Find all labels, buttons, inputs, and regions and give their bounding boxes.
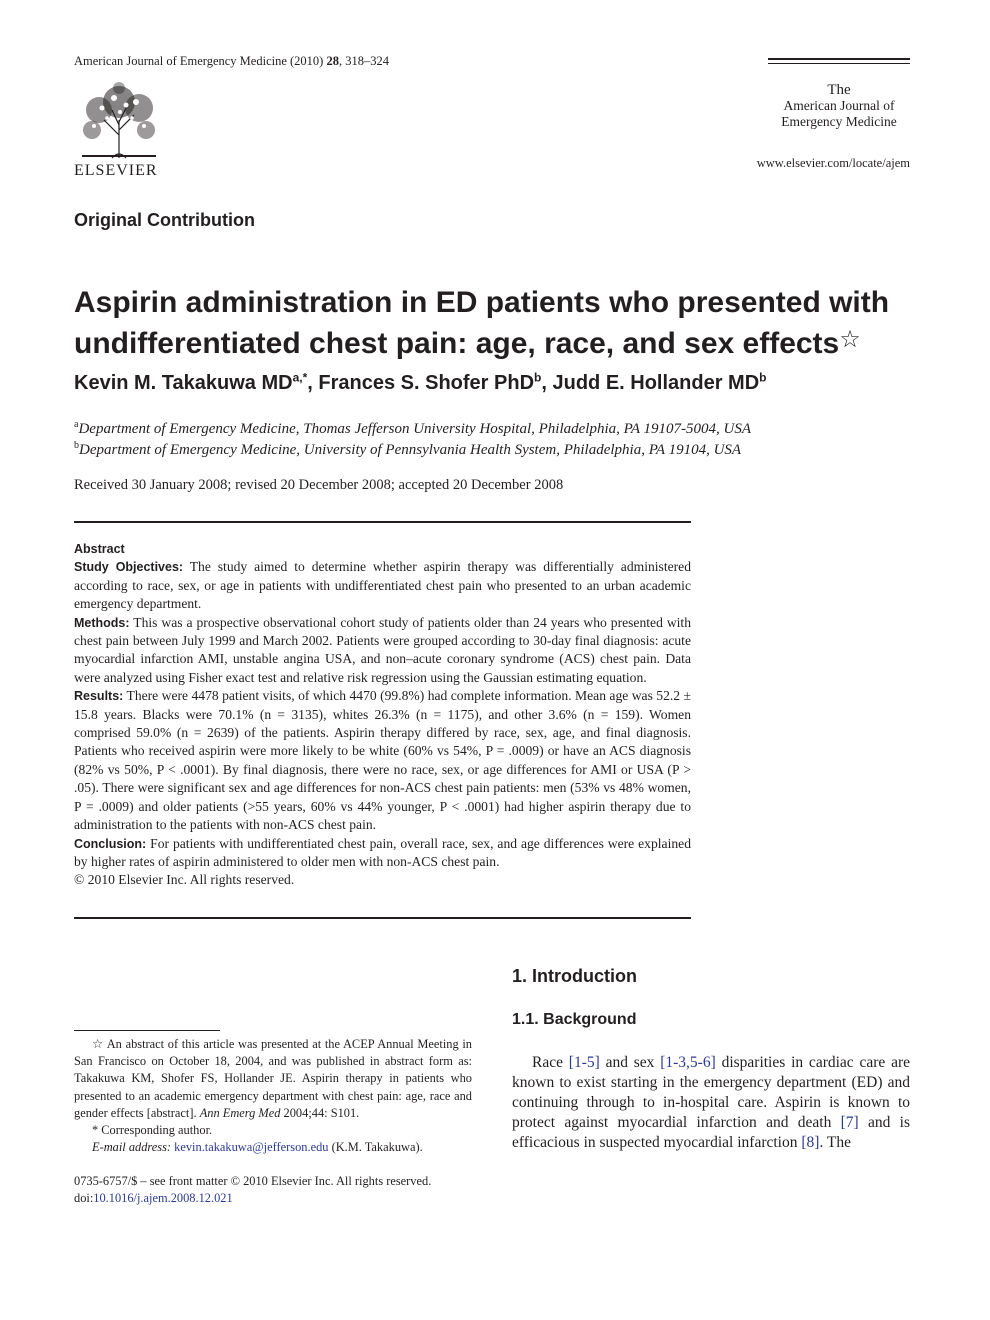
abstract-heading: Abstract: [74, 542, 125, 556]
author: [74, 372, 318, 394]
article-type: Original Contribution: [74, 210, 255, 230]
text-run: Race: [532, 1054, 569, 1071]
article-metadata: [74, 1173, 431, 1207]
abstract-text: For patients with undifferentiated chest pain, overall race, sex, and age differences were explained by higher rates of aspirin administered to older men with non-ACS chest pain.: [74, 835, 691, 869]
issn-line: 0735-6757/$ – see front matter © 2010 Elsevier Inc. All rights reserved.: [74, 1174, 432, 1188]
abstract-copyright: © 2010 Elsevier Inc. All rights reserved.: [74, 872, 295, 888]
reference-link[interactable]: [7]: [840, 1114, 859, 1131]
abstract-methods: [74, 614, 691, 688]
reference-link[interactable]: [1-5]: [568, 1054, 600, 1071]
abstract-objectives: [74, 558, 691, 613]
abstract-text: The study aimed to determine whether aspirin therapy was differentially administered according to race, sex, or age in patients with undifferentiated chest pain who presented to an urban academic emergency department.: [74, 559, 692, 612]
citation-journal: American Journal of Emergency Medicine (2010): [74, 54, 327, 68]
abstract-rule-top: [74, 521, 691, 523]
abstract-label: Conclusion:: [74, 836, 147, 851]
text-run: . The: [819, 1134, 852, 1151]
subsection-heading: 1.1. Background: [512, 1011, 637, 1028]
abstract-label: Results:: [74, 689, 124, 704]
citation-volume: 28: [326, 54, 339, 68]
journal-url[interactable]: www.elsevier.com/locate/ajem: [756, 156, 910, 170]
section-heading: 1. Introduction: [512, 966, 637, 986]
corresponding-author-note: * Corresponding author.: [92, 1123, 213, 1138]
text-run: and is efficacious in suspected myocardial infarction: [512, 1114, 911, 1151]
elsevier-logo: [74, 80, 164, 180]
masthead-rule-thin: [768, 63, 910, 64]
author-name: Judd E. Hollander MD: [552, 371, 760, 394]
abstract-rule-bottom: [74, 917, 691, 919]
author-affil-sup[interactable]: b: [534, 370, 542, 384]
citation-pages: , 318–324: [338, 54, 389, 68]
footnote-rule: [74, 1030, 220, 1031]
masthead-rule: [768, 58, 910, 60]
author-list: [74, 370, 767, 395]
journal-masthead: [768, 58, 910, 130]
affiliation-text: Department of Emergency Medicine, University of Pennsylvania Health System, Philadelphia, PA 19104, USA: [79, 442, 742, 458]
author-affil-sup[interactable]: b: [759, 370, 767, 384]
affiliation: [74, 440, 741, 459]
abstract-label: Methods:: [74, 615, 130, 630]
abstract-label: Study Objectives:: [74, 560, 184, 575]
affiliation-sup: a: [74, 419, 79, 430]
affiliation-sup: b: [74, 440, 79, 451]
article-title-text: Aspirin administration in ED patients who presented with undifferentiated chest pain: age, race, and sex effects: [74, 286, 890, 360]
elsevier-wordmark: ELSEVIER: [74, 162, 158, 179]
title-footnote-star-icon[interactable]: ☆: [839, 326, 861, 353]
footnote-text: An abstract of this article was presented at the ACEP Annual Meeting in San Francisco on October 18, 2004, and was published in abstract form as: Takakuwa KM, Shofer FS, Hollander JE. Aspirin therapy in patients who presented to an academic emergency department with chest pain: age, race and gender effects [abstract].: [74, 1037, 473, 1120]
title-footnote: [74, 1036, 472, 1122]
journal-name-line2: Emergency Medicine: [781, 114, 897, 129]
reference-link[interactable]: [8]: [801, 1134, 820, 1151]
text-run: disparities in cardiac care are known to exist starting in the emergency department (ED) and continuing through to in-hospital care. Aspirin is known to protect against myocardial infarction and death: [512, 1054, 910, 1131]
elsevier-tree-icon: [74, 80, 164, 160]
email-link[interactable]: kevin.takakuwa@jefferson.edu: [174, 1140, 329, 1155]
abstract-conclusion: [74, 835, 691, 872]
body-text: [512, 1053, 910, 1153]
journal-name: [768, 82, 910, 130]
author-affil-sup[interactable]: a,*: [292, 370, 308, 384]
author-separator: ,: [307, 371, 319, 394]
affiliation: [74, 419, 751, 438]
author-name: Frances S. Shofer PhD: [318, 371, 535, 394]
journal-name-the: The: [827, 82, 851, 98]
author: [552, 372, 766, 394]
email-note: [74, 1139, 472, 1156]
abstract-results: [74, 687, 691, 834]
abstract-text: This was a prospective observational cohort study of patients older than 24 years who presented with chest pain between July 1999 and March 2002. Patients were grouped according to 30-day final diagnosis: acute myocardial infarction AMI, unstable angina USA, and non–acute coronary syndrome (ACS) chest pain. Data were analyzed using Fisher exact test and relative risk regression using the Gaussian estimating equation.: [74, 614, 691, 685]
affiliation-text: Department of Emergency Medicine, Thomas Jefferson University Hospital, Philadelphia, PA 19107-5004, USA: [78, 421, 751, 437]
footnotes: [74, 1036, 472, 1156]
journal-citation: [74, 54, 389, 69]
reference-link[interactable]: [1-3,5-6]: [660, 1054, 716, 1071]
footnote-star-icon: ☆: [92, 1037, 104, 1051]
abstract-text: There were 4478 patient visits, of which 4470 (99.8%) had complete information. Mean age was 52.2 ± 15.8 years. Blacks were 70.1% (n = 3135), whites 26.3% (n = 1175), and other 3.6% (n = 159). Women comprised 59.0% (n = 2639) of the patients. Aspirin therapy differed by race, sex, age, and final diagnosis. Patients who received aspirin were more likely to be white (60% vs 54%, P = .0009) or have an ACS diagnosis (82% vs 50%, P < .0001). By final diagnosis, there were no race, sex, or age differences for AMI or USA (P > .05). There were significant sex and age differences for non-ACS chest pain patients: men (53% vs 48% women, P = .0009) and older patients (>55 years, 60% vs 44% younger, P < .0001) had higher aspirin therapy due to administration to the patients with non-ACS chest pain.: [74, 688, 691, 833]
footnote-text: 2004;44: S101.: [280, 1105, 360, 1120]
footnote-journal: Ann Emerg Med: [199, 1105, 281, 1120]
journal-name-line1: American Journal of: [783, 98, 895, 113]
author-separator: ,: [541, 371, 553, 394]
author: [318, 372, 552, 394]
text-run: and sex: [599, 1054, 661, 1071]
author-name: Kevin M. Takakuwa MD: [74, 371, 293, 394]
email-label: E-mail address:: [92, 1140, 172, 1155]
doi-link[interactable]: 10.1016/j.ajem.2008.12.021: [93, 1191, 233, 1206]
email-suffix: (K.M. Takakuwa).: [328, 1140, 423, 1155]
abstract: [74, 540, 691, 890]
doi-line: [74, 1190, 431, 1207]
doi-label: doi:: [74, 1191, 94, 1206]
paragraph: [512, 1053, 910, 1153]
article-title: [74, 282, 914, 364]
article-history: Received 30 January 2008; revised 20 December 2008; accepted 20 December 2008: [74, 477, 564, 493]
